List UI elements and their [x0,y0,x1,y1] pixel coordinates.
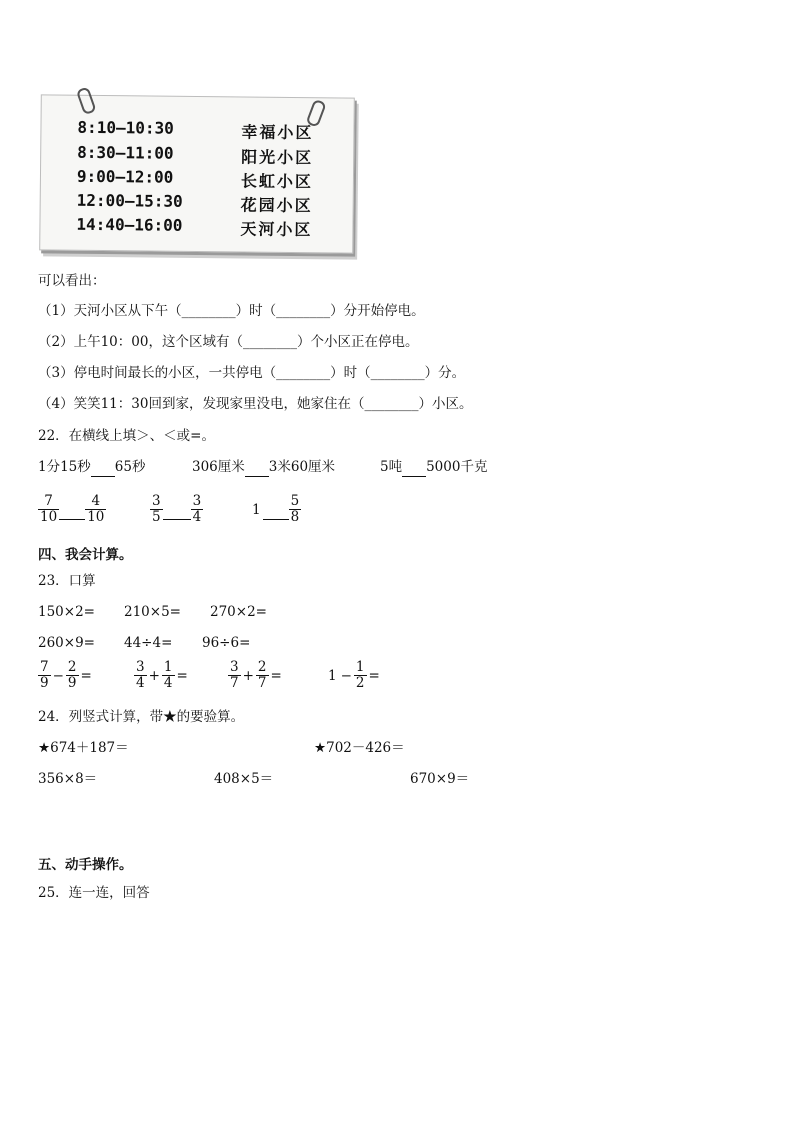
q22-fraction-compare-2 [150,494,203,525]
q21-item-4: （4）笑笑11：30回到家，发现家里没电，她家住在（________）小区。 [38,396,473,412]
q23-problem: 96÷6= [202,635,251,651]
section-4-heading: 四、我会计算。 [38,547,133,563]
notice-row: 8:10—10:30 幸福小区 [77,117,314,143]
q24-problem: 408×5＝ [214,771,274,787]
fraction: $\frac{1}{4}$ [163,659,173,691]
fraction: $\frac{3}{7}$ [230,659,239,691]
q23-problem: 270×2= [210,604,267,620]
q23-title: 23．口算 [38,573,96,589]
fraction: $\frac{2}{9}$ [67,659,77,691]
fraction: $\frac{7}{10}$ [40,493,58,525]
q23-problem: 210×5= [124,604,181,620]
q22-unit-compare-2: 306厘米 3米60厘米 [192,459,336,475]
answer-blank[interactable] [163,500,191,520]
q22-fraction-compare-1 [38,494,106,525]
q24-problem: ★674＋187＝ [38,740,129,756]
q23-fraction-problem-4: 1 − $\frac{1}{2}$ = [328,659,380,691]
notice-row: 12:00—15:30 花园小区 [76,190,313,216]
q24-title: 24．列竖式计算，带★的要验算。 [38,709,245,725]
answer-blank[interactable] [263,500,289,520]
q23-problem: 150×2= [38,604,95,620]
q22-unit-compare-1: 1分15秒 65秒 [38,459,146,475]
answer-blank[interactable] [91,458,115,477]
fraction: $\frac{1}{2}$ [355,659,365,691]
fraction: $\frac{4}{10}$ [87,493,105,525]
q24-problem: ★702－426＝ [314,740,405,756]
answer-blank[interactable] [402,458,426,477]
notice-row: 8:30—11:00 阳光小区 [77,142,314,168]
answer-blank[interactable] [245,458,269,477]
q22-title: 22．在横线上填＞、＜或=。 [38,428,215,444]
q23-problem: 260×9= [38,635,95,651]
fraction: $\frac{3}{5}$ [152,493,161,525]
q24-problem: 356×8＝ [38,771,98,787]
q23-problem: 44÷4= [124,635,173,651]
fraction: $\frac{5}{8}$ [290,493,300,525]
q22-fraction-compare-3: 1 $\frac{5}{8}$ [252,493,300,525]
q23-fraction-problem-1: $\frac{7}{9}$ − $\frac{2}{9}$ = [40,659,92,691]
section-5-heading: 五、动手操作。 [38,857,133,873]
fraction: $\frac{2}{7}$ [257,659,267,691]
q23-fraction-problem-2: $\frac{3}{4}$ + $\frac{1}{4}$ = [136,659,188,691]
outage-notice-card [39,94,355,253]
fraction: $\frac{3}{4}$ [136,659,145,691]
q21-item-2: （2）上午10：00，这个区域有（________）个小区正在停电。 [38,334,419,350]
notice-row: 14:40—16:00 天河小区 [76,214,313,240]
answer-blank[interactable] [59,500,85,520]
q22-unit-compare-3: 5吨 5000千克 [380,459,488,475]
notice-row: 9:00—12:00 长虹小区 [76,166,314,192]
q23-fraction-problem-3: $\frac{3}{7}$ + $\frac{2}{7}$ = [230,659,282,691]
q25-title: 25．连一连，回答 [38,885,150,901]
paperclip-left-icon [76,86,97,115]
q24-problem: 670×9＝ [410,771,470,787]
q21-item-3: （3）停电时间最长的小区，一共停电（________）时（________）分。 [38,365,466,381]
fraction: $\frac{7}{9}$ [40,659,49,691]
q21-intro: 可以看出： [38,273,106,289]
fraction: $\frac{3}{4}$ [192,493,202,525]
q21-item-1: （1）天河小区从下午（________）时（________）分开始停电。 [38,303,425,319]
